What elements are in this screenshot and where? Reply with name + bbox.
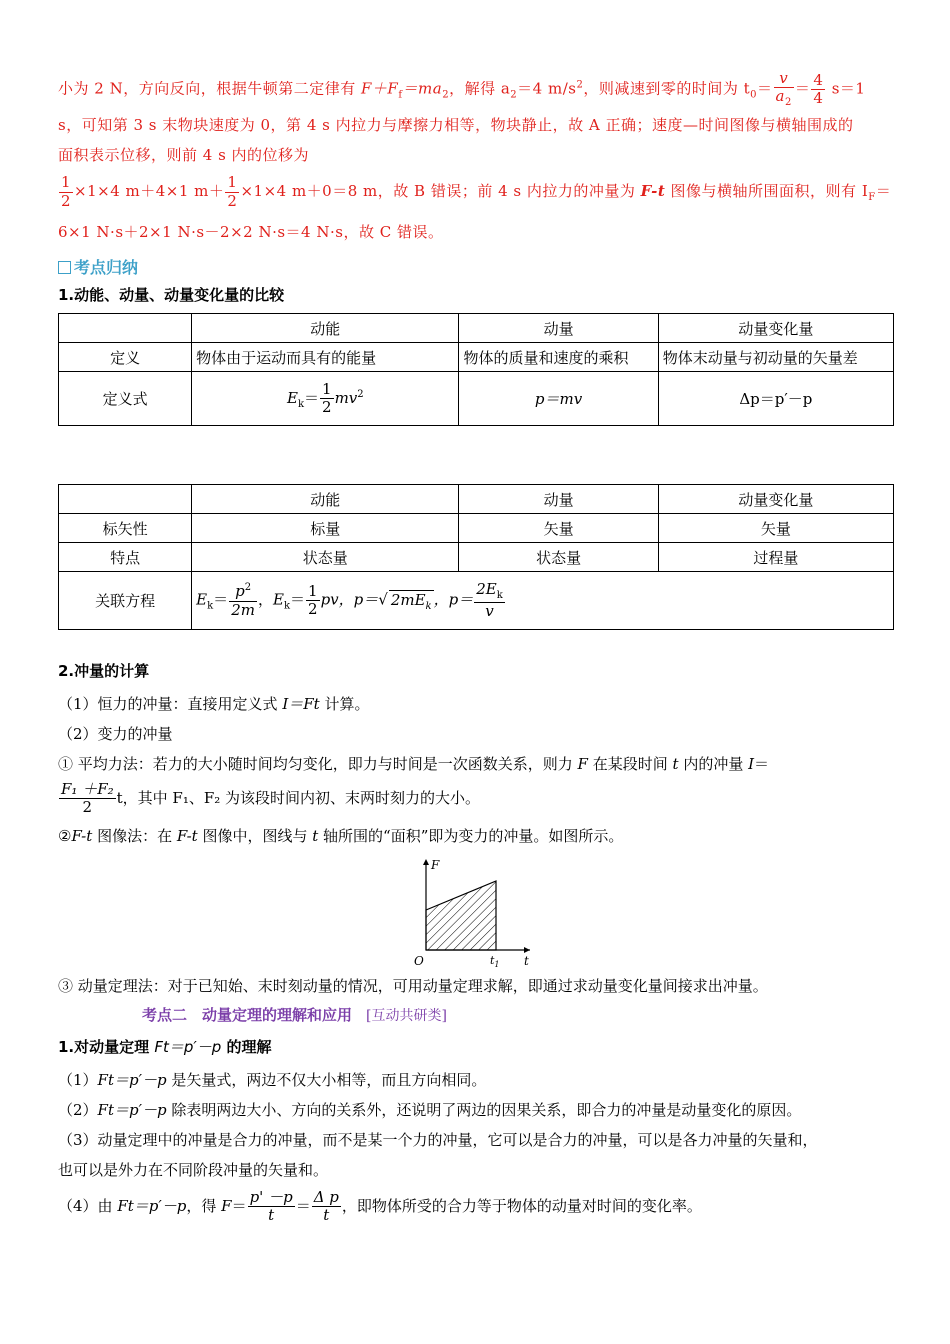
table-row: 动能 动量 动量变化量	[59, 485, 894, 514]
solution-line-2: s，可知第 3 s 末物块速度为 0，第 4 s 内拉力与摩擦力相等，物块静止，故 A 正确；速度—时间图像与横轴围成的	[58, 116, 854, 135]
fraction-4-over-4: $\frac{4}{4}$	[813, 70, 824, 107]
heading-impulse-calc: 2.冲量的计算	[58, 662, 150, 681]
ek-formula: $E_k=$ $\frac{1}{2}$ $mv^2$	[192, 372, 459, 426]
solution-line-4: $\frac{1}{2}$ ×1×4 m＋4×1 m＋ $\frac{1}{2}$ ×1×4 m＋0＝8 m，故 B 错误；前 4 s 内拉力的冲量为 F-t 图像与横轴所围面积，则有 $I_F=$	[61, 173, 892, 210]
y-axis-arrow-icon	[423, 859, 429, 865]
impulse-item-1: （1）恒力的冲量：直接用定义式 I＝Ft 计算。	[58, 695, 370, 714]
ft-graph-figure	[412, 855, 542, 967]
sqrt-expression: $2mE_k$	[390, 590, 432, 612]
fraction-one-half-2: $\frac{1}{2}$	[227, 173, 238, 210]
table-row: 定义式 $E_k=$ $\frac{1}{2}$ $mv^2$ p＝mv Δp＝p′－p	[59, 372, 894, 426]
fraction-one-half: $\frac{1}{2}$	[61, 173, 72, 210]
table-row: 动能 动量 动量变化量	[59, 314, 894, 343]
table-row: 标矢性 标量 矢量 矢量	[59, 514, 894, 543]
impulse-item-2: （2）变力的冲量	[58, 725, 173, 744]
method-ft-graph: ②F-t 图像法：在 F-t 图像中，图线与 t 轴所围的“面积”即为变力的冲量。如图所示。	[58, 826, 624, 845]
heading-theorem-understanding: 1.对动量定理 Ft＝p′－p 的理解	[58, 1037, 272, 1056]
impulse-area	[426, 881, 496, 950]
x-axis-label: t	[524, 953, 529, 967]
origin-label: O	[414, 953, 424, 967]
solution-line-3: 面积表示位移，则前 4 s 内的位移为	[58, 146, 310, 165]
theorem-item-3-cont: 也可以是外力在不同阶段冲量的矢量和。	[58, 1160, 329, 1179]
y-axis-label: F	[431, 857, 440, 872]
page	[58, 70, 894, 1224]
theorem-item-3: （3）动量定理中的冲量是合力的冲量，而不是某一个力的冲量，它可以是合力的冲量，可以是各力冲量的矢量和，	[58, 1130, 818, 1149]
topic-two-heading: 考点二 动量定理的理解和应用 [互动共研类]	[142, 1005, 447, 1024]
section-summary-heading: 考点归纳	[58, 255, 894, 278]
method-average-force-cont: $\frac{\text{F₁ ＋F₂}}{2}$ t，其中 F₁、F₂ 为该段时间内初、末两时刻力的大小。	[61, 780, 481, 817]
table-row: 关联方程 $E_k=$ $\frac{p^2}{2m}$ ，$E_k=$ $\frac{1}{2}$ pv，p＝√ $2mE_k$ ，p＝ $\frac{2E_k}{v}$	[59, 572, 894, 630]
theorem-item-4: （4）由 Ft＝p′－p，得 F＝ $\frac{p' -p}{t}$ ＝ $\frac{\text{Δ p}}{t}$ ，即物体所受的合力等于物体的动量对时间的变化率。	[58, 1187, 702, 1224]
solution-line-1: 小为 2 N，方向反向，根据牛顿第二定律有 $F+F_f=ma_2$，解得 $a_2=4$ $m/s^2$，则减速到零的时间为 $t_0=$ $\frac{v}{a_2}$ ＝ $\frac{4}{4}$ s＝1	[58, 69, 866, 109]
fraction-dp-over-t: $\frac{p' -p}{t}$	[249, 1187, 293, 1224]
comparison-table-1	[58, 313, 894, 426]
method-theorem: ③ 动量定理法：对于已知始、末时刻动量的情况，可用动量定理求解，即通过求动量变化量间接求出冲量。	[58, 976, 768, 995]
p-formula: p＝mv	[459, 372, 658, 426]
fraction-delta-p-over-t: $\frac{\text{Δ p}}{t}$	[313, 1187, 339, 1224]
solution-line-5: 6×1 N·s＋2×1 N·s－2×2 N·s＝4 N·s，故 C 错误。	[58, 223, 444, 242]
theorem-item-1: （1）Ft＝p′－p 是矢量式，两边不仅大小相等，而且方向相同。	[58, 1070, 487, 1089]
fraction-v-over-a2: $\frac{v}{a_2}$	[775, 69, 792, 109]
t1-label: $t_1$	[490, 953, 500, 967]
x-axis-arrow-icon	[524, 947, 530, 953]
comparison-table-2	[58, 484, 894, 630]
fraction-average-force: $\frac{\text{F₁ ＋F₂}}{2}$	[61, 780, 114, 817]
dp-formula: Δp＝p′－p	[658, 372, 893, 426]
theorem-item-2: （2）Ft＝p′－p 除表明两边大小、方向的关系外，还说明了两边的因果关系，即合力的冲量是动量变化的原因。	[58, 1100, 802, 1119]
checkbox-square-icon	[58, 261, 71, 274]
table-row: 定义 物体由于运动而具有的能量 物体的质量和速度的乘积 物体末动量与初动量的矢量差	[59, 343, 894, 372]
relation-equations: $E_k=$ $\frac{p^2}{2m}$ ，$E_k=$ $\frac{1}{2}$ pv，p＝√ $2mE_k$ ，p＝ $\frac{2E_k}{v}$	[192, 572, 894, 630]
method-average-force: ① 平均力法：若力的大小随时间均匀变化，即力与时间是一次函数关系，则力 F 在某段时间 t 内的冲量 I＝	[58, 755, 770, 774]
table-row: 特点 状态量 状态量 过程量	[59, 543, 894, 572]
heading-comparison: 1.动能、动量、动量变化量的比较	[58, 286, 285, 305]
